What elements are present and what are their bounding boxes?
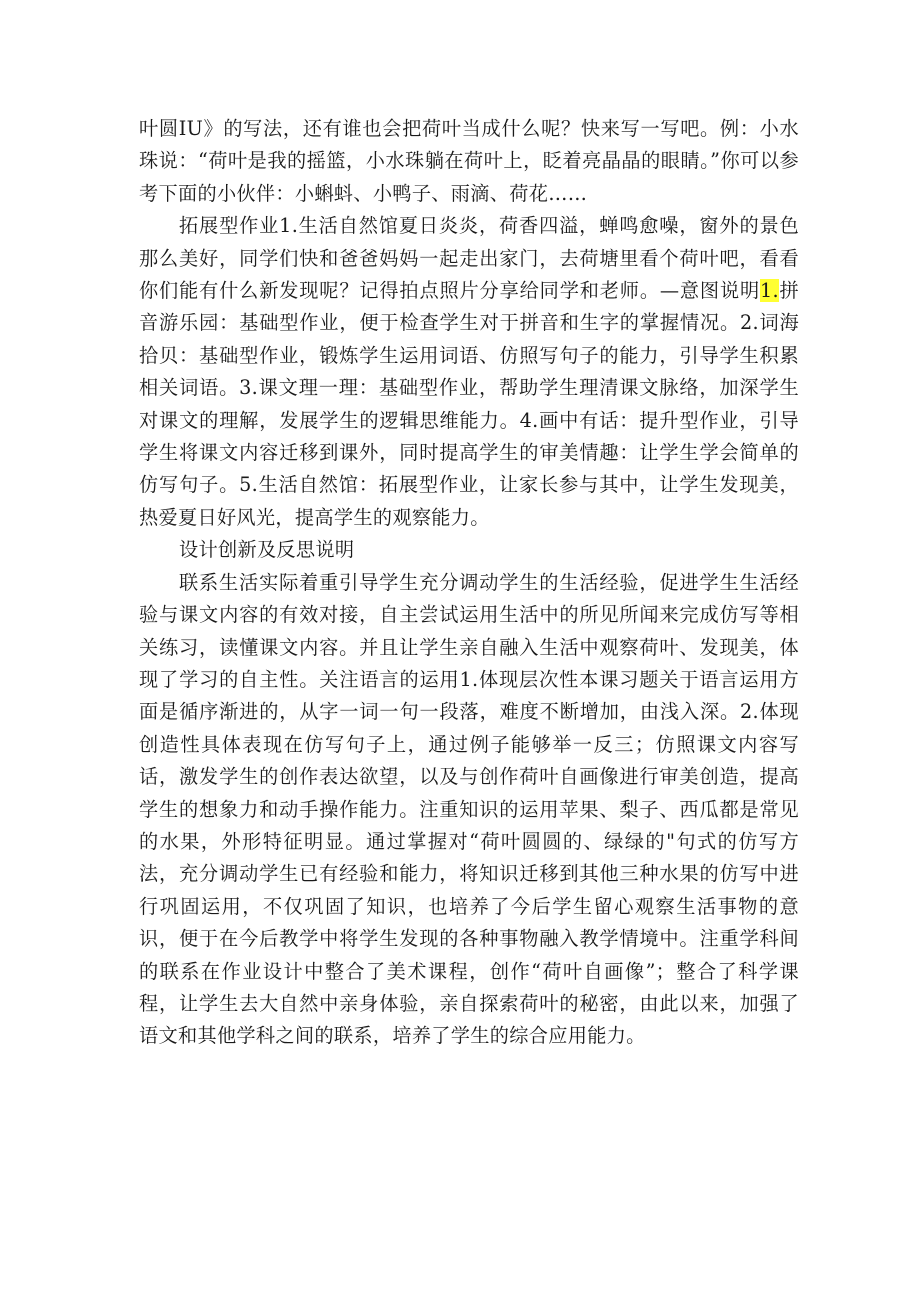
paragraph-reflection: 联系生活实际着重引导学生充分调动学生的生活经验，促进学生生活经验与课文内容的有效对接，自主尝试运用生活中的所见所闻来完成仿写等相关练习，读懂课文内容。并且让学生亲自融入生活中观察荷叶、发现美，体现了学习的自主性。关注语言的运用1.体现层次性本课习题关于语言运用方面是循序渐进的，从字一词一句一段落，难度不断增加，由浅入深。2.体现创造性具体表现在仿写句子上，通过例子能够举一反三；仿照课文内容写话，激发学生的创作表达欲望，以及与创作荷叶自画像进行审美创造，提高学生的想象力和动手操作能力。注重知识的运用苹果、梨子、西瓜都是常见的水果，外形特征明显。通过掌握对“荷叶圆圆的、绿绿的"句式的仿写方法，充分调动学生已有经验和能力，将知识迁移到其他三种水果的仿写中进行巩固运用，不仅巩固了知识，也培养了今后学生留心观察生活事物的意识，便于在今后教学中将学生发现的各种事物融入教学情境中。注重学科间的联系在作业设计中整合了美术课程，创作“荷叶自画像”；整合了科学课程，让学生去大自然中亲身体验，亲自探索荷叶的秘密，由此以来，加强了语文和其他学科之间的联系，培养了学生的综合应用能力。 [139, 570, 799, 1048]
section-heading-innovation-reflection: 设计创新及反思说明 [179, 538, 355, 562]
paragraph-extension-homework [139, 210, 799, 534]
design-intent-text: 拼音游乐园：基础型作业，便于检查学生对于拼音和生字的掌握情况。2.词海拾贝：基础型作业，锻炼学生运用词语、仿照写句子的能力，引导学生积累相关词语。3.课文理一理：基础型作业，帮助学生理清课文脉络，加深学生对课文的理解，发展学生的逻辑思维能力。4.画中有话：提升型作业，引导学生将课文内容迁移到课外，同时提高学生的审美情趣：让学生学会简单的仿写句子。5.生活自然馆：拓展型作业，让家长参与其中，让学生发现美，热爱夏日好风光，提高学生的观察能力。 [139, 279, 799, 529]
document-body [139, 113, 799, 1053]
paragraph-continuation: 叶圆IU》的写法，还有谁也会把荷叶当成什么呢？快来写一写吧。例：小水珠说：“荷叶是我的摇篮，小水珠躺在荷叶上，眨着亮晶晶的眼睛。”你可以参考下面的小伙伴：小蝌蚪、小鸭子、雨滴、荷花…… [139, 117, 799, 205]
extension-homework-text: 拓展型作业1.生活自然馆夏日炎炎，荷香四溢，蝉鸣愈噪，窗外的景色那么美好，同学们快和爸爸妈妈一起走出家门，去荷塘里看个荷叶吧，看看你们能有什么新发现呢？记得拍点照片分享给同学和老师。—意图说明 [139, 214, 799, 303]
highlighted-marker: 1. [760, 279, 779, 303]
